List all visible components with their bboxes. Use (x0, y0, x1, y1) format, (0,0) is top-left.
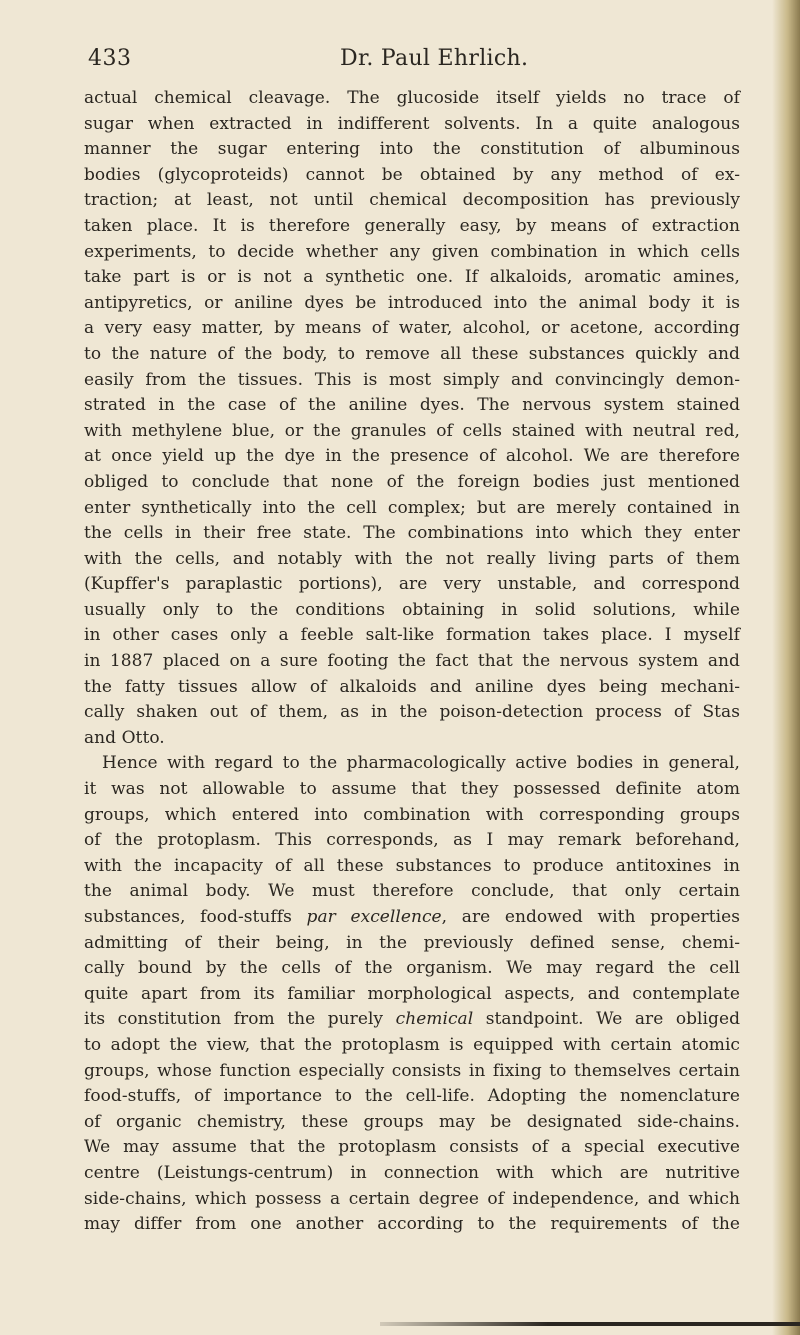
text-line: may differ from one another according to the requirements of the (84, 1214, 740, 1235)
text-line: food-stuffs, of importance to the cell-life. Adopting the nomenclature (84, 1086, 740, 1107)
text-line: groups, which entered into combination with corresponding groups (84, 804, 740, 825)
text-line: (Kupffer's paraplastic portions), are very unstable, and correspond (84, 574, 740, 595)
text-line: side-chains, which possess a certain degree of independence, and which (84, 1188, 740, 1209)
text-line: with the incapacity of all these substances to produce antitoxines in (84, 855, 740, 876)
text-line: a very easy matter, by means of water, alcohol, or acetone, according (84, 318, 740, 339)
text-line: in 1887 placed on a sure footing the fact that the nervous system and (84, 651, 740, 672)
text-line: enter synthetically into the cell complex; but are merely contained in (84, 497, 740, 518)
text-line: We may assume that the protoplasm consists of a special executive (84, 1137, 740, 1158)
text-line: cally bound by the cells of the organism. We may regard the cell (84, 958, 740, 979)
text-line: at once yield up the dye in the presence of alcohol. We are therefore (84, 446, 740, 467)
text-line: quite apart from its familiar morphological aspects, and contemplate (84, 983, 740, 1004)
text-line: admitting of their being, in the previously defined sense, chemi- (84, 932, 740, 953)
text-line: manner the sugar entering into the constitution of albuminous (84, 139, 740, 160)
running-head: Dr. Paul Ehrlich. (340, 46, 529, 71)
paragraph-start-line: Hence with regard to the pharmacologically active bodies in general, (102, 753, 740, 774)
text-line: actual chemical cleavage. The glucoside itself yields no trace of (84, 88, 740, 108)
text-line: take part is or is not a synthetic one. If alkaloids, aromatic amines, (84, 267, 740, 288)
text-line: cally shaken out of them, as in the poison-detection process of Stas (84, 702, 740, 723)
bottom-rule (380, 1322, 800, 1326)
text-line: strated in the case of the aniline dyes. The nervous system stained (84, 395, 740, 416)
body-text (84, 86, 740, 1238)
text-line-with-italic (84, 905, 740, 931)
text-line: groups, whose function especially consists in fixing to themselves certain (84, 1060, 740, 1081)
text-line-with-italic (84, 1007, 740, 1033)
text-line: traction; at least, not until chemical decomposition has previously (84, 190, 740, 211)
italic-phrase: par excellence (306, 907, 442, 927)
text-line: usually only to the conditions obtaining in solid solutions, while (84, 599, 740, 620)
italic-phrase: chemical (395, 1009, 474, 1030)
text-line: with methylene blue, or the granules of cells stained with neutral red, (84, 420, 740, 441)
text-line: the fatty tissues allow of alkaloids and aniline dyes being mechani- (84, 676, 740, 697)
text-line: the animal body. We must therefore conclude, that only certain (84, 881, 740, 902)
text-fragment: substances, food-stuffs (84, 907, 307, 927)
text-line: of organic chemistry, these groups may be designated side-chains. (84, 1111, 740, 1132)
text-line: sugar when extracted in indifferent solvents. In a quite analogous (84, 113, 740, 134)
text-line: experiments, to decide whether any given combination in which cells (84, 241, 740, 262)
text-line: centre (Leistungs-centrum) in connection with which are nutritive (84, 1162, 740, 1183)
text-line: with the cells, and notably with the not really living parts of them (84, 548, 740, 569)
text-line: it was not allowable to assume that they possessed definite atom (84, 779, 740, 800)
text-fragment: , are endowed with properties (441, 907, 740, 927)
text-line: in other cases only a feeble salt-like formation takes place. I myself (84, 625, 740, 646)
text-line: to adopt the view, that the protoplasm is equipped with certain atomic (84, 1034, 740, 1055)
text-line: to the nature of the body, to remove all these substances quickly and (84, 343, 740, 364)
text-line: easily from the tissues. This is most simply and convincingly demon- (84, 369, 740, 390)
text-line: antipyretics, or aniline dyes be introduced into the animal body it is (84, 292, 740, 313)
text-fragment: standpoint. We are obliged (473, 1009, 741, 1030)
text-fragment: its constitution from the purely (84, 1009, 396, 1030)
text-line: of the protoplasm. This corresponds, as I may remark beforehand, (84, 830, 740, 851)
text-line: obliged to conclude that none of the foreign bodies just mentioned (84, 471, 740, 492)
text-line: taken place. It is therefore generally easy, by means of extraction (84, 215, 740, 236)
page-number: 433 (88, 46, 132, 71)
paragraph-end-line: and Otto. (84, 727, 165, 748)
text-line: the cells in their free state. The combinations into which they enter (84, 523, 740, 544)
page-edge-shadow (772, 0, 800, 1335)
text-line: bodies (glycoproteids) cannot be obtained by any method of ex- (84, 164, 740, 185)
page-header (88, 46, 728, 80)
